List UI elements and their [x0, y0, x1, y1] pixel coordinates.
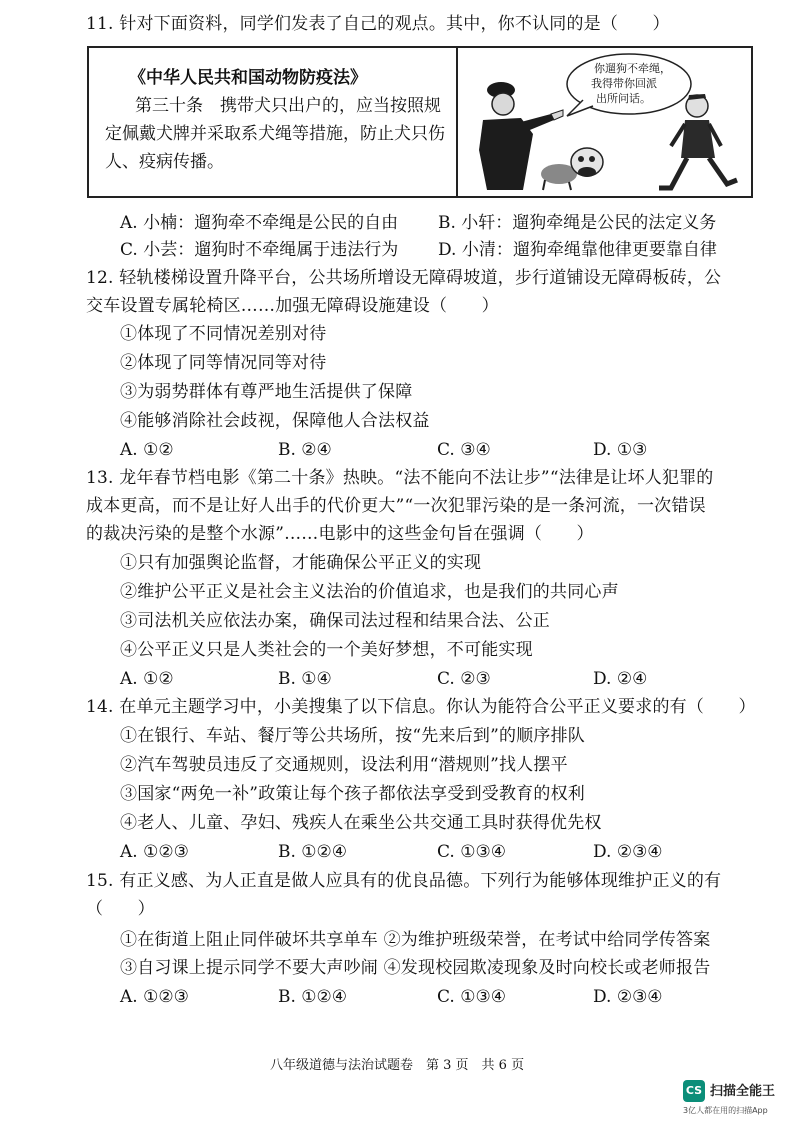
q14-option-c: C. ①③④	[437, 842, 506, 862]
q15-option-b: B. ①②④	[278, 987, 348, 1007]
q14-item-3: ③国家“两免一补”政策让每个孩子都依法享受到受教育的权利	[120, 784, 585, 804]
law-line-2: 定佩戴犬牌并采取系犬绳等措施，防止犬只伤	[105, 124, 445, 144]
q12-item-3: ③为弱势群体有尊严地生活提供了保障	[120, 382, 413, 402]
bubble-line-3: 出所问话。	[596, 92, 651, 105]
q12-item-2: ②体现了同等情况同等对待	[120, 353, 327, 373]
bubble-line-1: 你遛狗不牵绳，	[594, 62, 671, 75]
q14-option-d: D. ②③④	[593, 842, 663, 862]
q15-stem-line-2: （ ）	[86, 899, 155, 919]
page-footer: 八年级道德与法治试题卷 第 3 页 共 6 页	[270, 1058, 525, 1073]
q11-option-a: A. 小楠：遛狗牵不牵绳是公民的自由	[120, 213, 399, 233]
q15-option-a: A. ①②③	[120, 987, 189, 1007]
q14-option-a: A. ①②③	[120, 842, 189, 862]
scanner-app-name: 扫描全能王	[710, 1084, 776, 1099]
q11-option-b: B. 小轩：遛狗牵绳是公民的法定义务	[438, 213, 717, 233]
q14-item-1: ①在银行、车站、餐厅等公共场所，按“先来后到”的顺序排队	[120, 726, 585, 746]
q13-item-2: ②维护公平正义是社会主义法治的价值追求，也是我们的共同心声	[120, 582, 619, 602]
q14-item-2: ②汽车驾驶员违反了交通规则，设法利用“潜规则”找人摆平	[120, 755, 568, 775]
q11-option-c: C. 小芸：遛狗时不牵绳属于违法行为	[120, 240, 399, 260]
q12-stem-line-2: 交车设置专属轮椅区……加强无障碍设施建设（ ）	[86, 296, 499, 316]
law-line-3: 人、疫病传播。	[105, 152, 224, 172]
scanner-tagline: 3亿人都在用的扫描App	[683, 1106, 768, 1115]
camscanner-logo-icon: CS	[683, 1080, 705, 1102]
box-divider	[456, 48, 458, 196]
q13-stem-line-2: 成本更高，而不是让好人出手的代价更大”“一次犯罪污染的是一条河流，一次错误	[86, 496, 706, 516]
bubble-line-2: 我得带你回派	[591, 77, 657, 90]
q13-option-d: D. ②④	[593, 669, 648, 689]
q15-option-c: C. ①③④	[437, 987, 506, 1007]
q12-item-4: ④能够消除社会歧视，保障他人合法权益	[120, 411, 430, 431]
q13-item-1: ①只有加强舆论监督，才能确保公平正义的实现	[120, 553, 482, 573]
q15-option-d: D. ②③④	[593, 987, 663, 1007]
q12-option-b: B. ②④	[278, 440, 332, 460]
q13-stem-line-3: 的裁决污染的是整个水源”……电影中的这些金句旨在强调（ ）	[86, 524, 594, 544]
law-line-1: 第三十条 携带犬只出户的，应当按照规	[135, 96, 441, 116]
q14-item-4: ④老人、儿童、孕妇、残疾人在乘坐公共交通工具时获得优先权	[120, 813, 602, 833]
q11-option-d: D. 小清：遛狗牵绳靠他律更要靠自律	[438, 240, 717, 260]
q12-stem-line-1: 12. 轻轨楼梯设置升降平台，公共场所增设无障碍坡道，步行道铺设无障碍板砖，公	[86, 268, 722, 288]
q15-stem-line-1: 15. 有正义感、为人正直是做人应具有的优良品德。下列行为能够体现维护正义的有	[86, 871, 722, 891]
q15-item-line-2: ③自习课上提示同学不要大声吵闹 ④发现校园欺凌现象及时向校长或老师报告	[120, 958, 711, 978]
q12-option-c: C. ③④	[437, 440, 491, 460]
q13-item-3: ③司法机关应依法办案，确保司法过程和结果合法、公正	[120, 611, 550, 631]
q13-option-b: B. ①④	[278, 669, 332, 689]
police-dog-cartoon	[459, 50, 751, 196]
q11-material-box	[87, 46, 753, 198]
q13-stem-line-1: 13. 龙年春节档电影《第二十条》热映。“法不能向不法让步”“法律是让坏人犯罪的	[86, 468, 714, 488]
q14-stem: 14. 在单元主题学习中，小美搜集了以下信息。你认为能符合公平正义要求的有（ ）	[86, 697, 756, 717]
q15-item-line-1: ①在街道上阻止同伴破坏共享单车 ②为维护班级荣誉，在考试中给同学传答案	[120, 930, 711, 950]
q14-option-b: B. ①②④	[278, 842, 348, 862]
q12-item-1: ①体现了不同情况差别对待	[120, 324, 327, 344]
q13-item-4: ④公平正义只是人类社会的一个美好梦想，不可能实现	[120, 640, 533, 660]
q12-option-a: A. ①②	[120, 440, 174, 460]
q13-option-c: C. ②③	[437, 669, 491, 689]
q12-option-d: D. ①③	[593, 440, 648, 460]
q13-option-a: A. ①②	[120, 669, 174, 689]
law-title: 《中华人民共和国动物防疫法》	[129, 68, 367, 88]
q11-stem: 11. 针对下面资料，同学们发表了自己的观点。其中，你不认同的是（ ）	[86, 14, 670, 34]
